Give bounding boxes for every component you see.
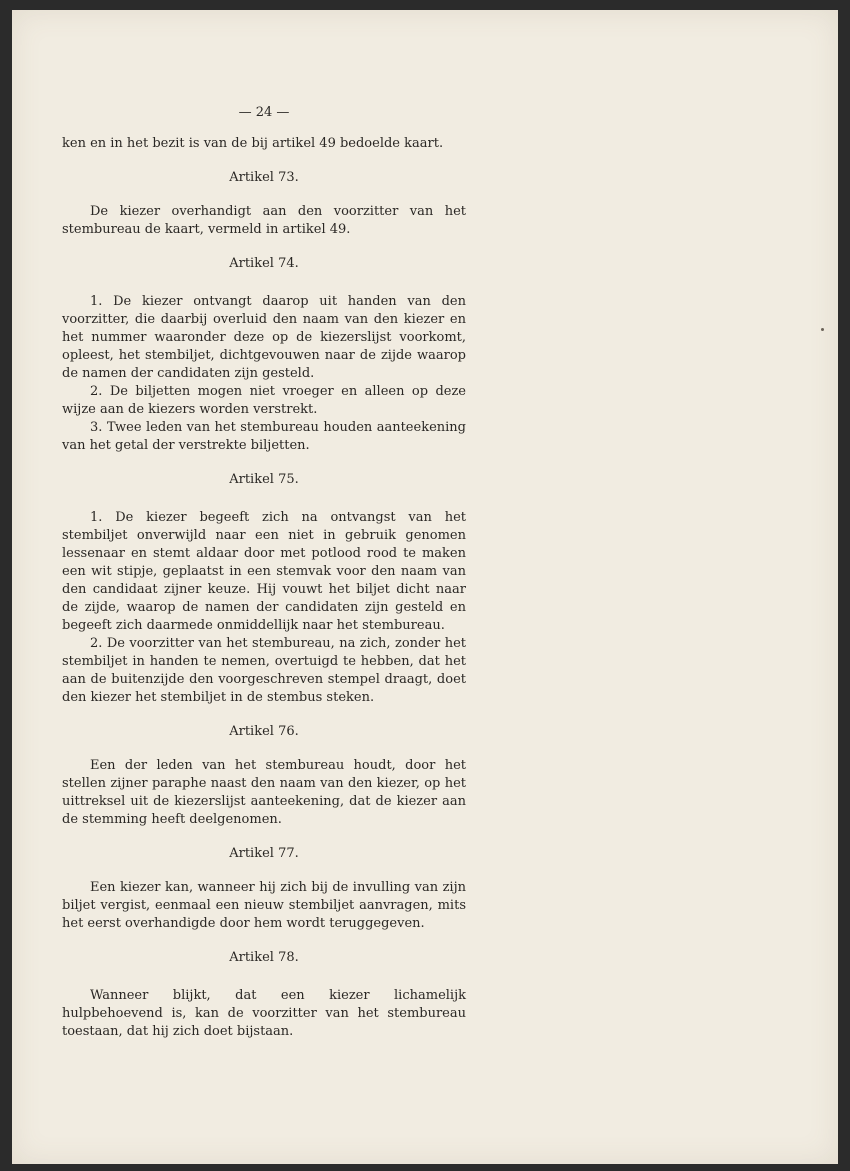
article-77-heading: Artikel 77.: [229, 846, 299, 861]
text-column: [62, 104, 466, 1041]
paper-speck: [821, 328, 824, 331]
article-74-heading: Artikel 74.: [229, 256, 299, 271]
article-75-paragraph-1: 1. De kiezer begeeft zich na ontvangst van het stembiljet onverwijld naar een niet in gebruik genomen lessenaar en stemt aldaar door met potlood rood te maken een wit stipje, geplaatst in een stemvak voor den naam van den candidaat zijner keuze. Hij vouwt het biljet dicht naar de zijde, waarop de namen der candidaten zijn gesteld en begeeft zich daarmede onmiddellijk naar het stembureau.: [62, 510, 466, 633]
article-76-heading: Artikel 76.: [229, 724, 299, 739]
article-73-heading: Artikel 73.: [229, 170, 299, 185]
article-77-paragraph-1: Een kiezer kan, wanneer hij zich bij de invulling van zijn biljet vergist, eenmaal een nieuw stembiljet aanvragen, mits het eerst overhandigde door hem wordt teruggegeven.: [62, 880, 466, 931]
article-75-heading: Artikel 75.: [229, 472, 299, 487]
article-76-paragraph-1: Een der leden van het stembureau houdt, door het stellen zijner paraphe naast den naam van den kiezer, op het uittreksel uit de kiezerslijst aanteekening, dat de kiezer aan de stemming heeft deelgenomen.: [62, 758, 466, 827]
article-78-heading: Artikel 78.: [229, 950, 299, 965]
article-74-paragraph-3: 3. Twee leden van het stembureau houden aanteekening van het getal der verstrekte biljetten.: [62, 420, 466, 453]
article-75-paragraph-2: 2. De voorzitter van het stembureau, na zich, zonder het stembiljet in handen te nemen, overtuigd te hebben, dat het aan de buitenzijde den voorgeschreven stempel draagt, doet den kiezer het stembiljet in de stembus steken.: [62, 636, 466, 705]
page-number: — 24 —: [238, 105, 290, 120]
article-74-paragraph-2: 2. De biljetten mogen niet vroeger en alleen op deze wijze aan de kiezers worden verstrekt.: [62, 384, 466, 417]
opening-line: ken en in het bezit is van de bij artikel 49 bedoelde kaart.: [62, 136, 444, 151]
article-78-paragraph-1: Wanneer blijkt, dat een kiezer lichamelijk hulpbehoevend is, kan de voorzitter van het stembureau toestaan, dat hij zich doet bijstaan.: [62, 988, 466, 1039]
article-73-paragraph-1: De kiezer overhandigt aan den voorzitter van het stembureau de kaart, vermeld in artikel 49.: [62, 204, 466, 237]
article-74-paragraph-1: 1. De kiezer ontvangt daarop uit handen van den voorzitter, die daarbij overluid den naam van den kiezer en het nummer waaronder deze op de kiezerslijst voorkomt, opleest, het stembiljet, dichtgevouwen naar de zijde waarop de namen der candidaten zijn gesteld.: [62, 294, 466, 381]
document-page: [12, 10, 838, 1164]
